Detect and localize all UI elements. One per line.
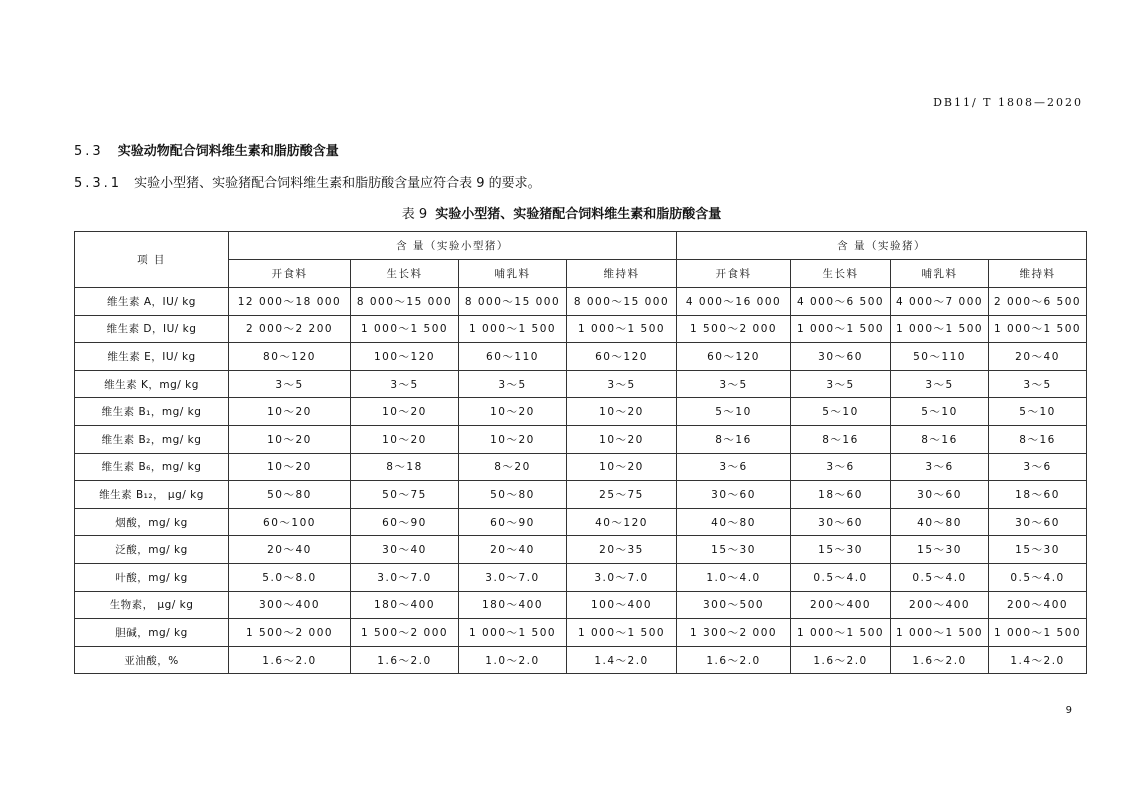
table-cell: 15～30 bbox=[791, 536, 891, 564]
group-header-pig: 含 量（实验猪） bbox=[677, 232, 1087, 260]
vitamin-table bbox=[74, 231, 1087, 674]
table-cell: 200～400 bbox=[791, 591, 891, 619]
section-heading bbox=[74, 140, 339, 159]
section-number: 5.3 bbox=[74, 144, 104, 159]
section-title: 实验动物配合饲料维生素和脂肪酸含量 bbox=[117, 144, 339, 159]
table-cell: 3.0～7.0 bbox=[459, 563, 567, 591]
table-cell: 4 000～7 000 bbox=[891, 288, 989, 316]
table-row bbox=[75, 453, 1087, 481]
table-cell: 10～20 bbox=[567, 425, 677, 453]
table-cell: 8～18 bbox=[351, 453, 459, 481]
table-cell: 10～20 bbox=[229, 425, 351, 453]
table-cell: 10～20 bbox=[229, 453, 351, 481]
row-label: 烟酸，mg/ kg bbox=[75, 508, 229, 536]
table-cell: 30～60 bbox=[791, 508, 891, 536]
table-cell: 3～6 bbox=[677, 453, 791, 481]
table-cell: 10～20 bbox=[351, 398, 459, 426]
table-cell: 0.5～4.0 bbox=[791, 563, 891, 591]
table-cell: 4 000～6 500 bbox=[791, 288, 891, 316]
table-cell: 10～20 bbox=[459, 425, 567, 453]
column-header: 生长料 bbox=[351, 260, 459, 288]
table-row bbox=[75, 315, 1087, 343]
subsection-number: 5.3.1 bbox=[74, 176, 123, 191]
table-cell: 300～400 bbox=[229, 591, 351, 619]
table-cell: 1 000～1 500 bbox=[567, 315, 677, 343]
row-label: 叶酸，mg/ kg bbox=[75, 563, 229, 591]
document-code: DB11/ T 1808—2020 bbox=[933, 96, 1083, 109]
table-row bbox=[75, 343, 1087, 371]
table-cell: 15～30 bbox=[677, 536, 791, 564]
table-cell: 3.0～7.0 bbox=[351, 563, 459, 591]
table-cell: 60～100 bbox=[229, 508, 351, 536]
table-cell: 3～5 bbox=[351, 370, 459, 398]
column-header: 生长料 bbox=[791, 260, 891, 288]
table-cell: 18～60 bbox=[791, 481, 891, 509]
table-cell: 1 000～1 500 bbox=[891, 315, 989, 343]
table-cell: 4 000～16 000 bbox=[677, 288, 791, 316]
table-cell: 1.6～2.0 bbox=[891, 646, 989, 674]
table-cell: 3.0～7.0 bbox=[567, 563, 677, 591]
table-cell: 60～110 bbox=[459, 343, 567, 371]
table-cell: 3～5 bbox=[891, 370, 989, 398]
table-cell: 50～110 bbox=[891, 343, 989, 371]
row-label: 胆碱，mg/ kg bbox=[75, 619, 229, 647]
table-cell: 100～120 bbox=[351, 343, 459, 371]
table-cell: 8～16 bbox=[791, 425, 891, 453]
table-cell: 40～120 bbox=[567, 508, 677, 536]
table-cell: 18～60 bbox=[989, 481, 1087, 509]
table-cell: 2 000～6 500 bbox=[989, 288, 1087, 316]
table-cell: 1.0～4.0 bbox=[677, 563, 791, 591]
table-cell: 2 000～2 200 bbox=[229, 315, 351, 343]
table-cell: 3～6 bbox=[791, 453, 891, 481]
table-title-text: 实验小型猪、实验猪配合饲料维生素和脂肪酸含量 bbox=[435, 207, 722, 222]
column-header: 开食料 bbox=[677, 260, 791, 288]
item-header: 项 目 bbox=[75, 232, 229, 288]
table-cell: 1 000～1 500 bbox=[791, 619, 891, 647]
table-cell: 1 000～1 500 bbox=[459, 619, 567, 647]
table-cell: 1 500～2 000 bbox=[229, 619, 351, 647]
table-cell: 1 000～1 500 bbox=[989, 315, 1087, 343]
table-cell: 10～20 bbox=[459, 398, 567, 426]
table-cell: 1.6～2.0 bbox=[677, 646, 791, 674]
row-label: 亚油酸，% bbox=[75, 646, 229, 674]
table-cell: 1 300～2 000 bbox=[677, 619, 791, 647]
table-cell: 50～80 bbox=[459, 481, 567, 509]
table-cell: 1.0～2.0 bbox=[459, 646, 567, 674]
table-number: 表 9 bbox=[401, 207, 428, 222]
table-cell: 50～75 bbox=[351, 481, 459, 509]
table-cell: 60～90 bbox=[351, 508, 459, 536]
table-cell: 30～60 bbox=[791, 343, 891, 371]
column-header: 哺乳料 bbox=[891, 260, 989, 288]
table-cell: 30～60 bbox=[989, 508, 1087, 536]
table-cell: 10～20 bbox=[351, 425, 459, 453]
table-cell: 300～500 bbox=[677, 591, 791, 619]
table-cell: 1 000～1 500 bbox=[891, 619, 989, 647]
table-row bbox=[75, 508, 1087, 536]
table-cell: 200～400 bbox=[989, 591, 1087, 619]
table-cell: 1.6～2.0 bbox=[229, 646, 351, 674]
table-cell: 15～30 bbox=[989, 536, 1087, 564]
table-row bbox=[75, 425, 1087, 453]
table-cell: 1 000～1 500 bbox=[351, 315, 459, 343]
table-header-row bbox=[75, 232, 1087, 260]
table-row bbox=[75, 288, 1087, 316]
page-number: 9 bbox=[1065, 705, 1072, 716]
table-cell: 3～5 bbox=[677, 370, 791, 398]
table-cell: 180～400 bbox=[459, 591, 567, 619]
table-cell: 8～16 bbox=[891, 425, 989, 453]
table-cell: 8 000～15 000 bbox=[567, 288, 677, 316]
table-cell: 20～40 bbox=[989, 343, 1087, 371]
table-cell: 40～80 bbox=[891, 508, 989, 536]
table-cell: 200～400 bbox=[891, 591, 989, 619]
table-cell: 60～120 bbox=[567, 343, 677, 371]
column-header: 开食料 bbox=[229, 260, 351, 288]
table-row bbox=[75, 481, 1087, 509]
group-header-mini-pig: 含 量（实验小型猪） bbox=[229, 232, 677, 260]
table-row bbox=[75, 536, 1087, 564]
table-cell: 40～80 bbox=[677, 508, 791, 536]
table-cell: 0.5～4.0 bbox=[891, 563, 989, 591]
table-cell: 1.6～2.0 bbox=[351, 646, 459, 674]
table-cell: 3～5 bbox=[791, 370, 891, 398]
table-cell: 1.6～2.0 bbox=[791, 646, 891, 674]
table-cell: 100～400 bbox=[567, 591, 677, 619]
table-cell: 1 500～2 000 bbox=[351, 619, 459, 647]
table-cell: 8～20 bbox=[459, 453, 567, 481]
table-cell: 1 500～2 000 bbox=[677, 315, 791, 343]
table-cell: 8 000～15 000 bbox=[351, 288, 459, 316]
subsection-text: 实验小型猪、实验猪配合饲料维生素和脂肪酸含量应符合表 9 的要求。 bbox=[134, 176, 541, 191]
table-cell: 8～16 bbox=[989, 425, 1087, 453]
table-cell: 3～5 bbox=[229, 370, 351, 398]
table-cell: 3～6 bbox=[891, 453, 989, 481]
table-cell: 30～40 bbox=[351, 536, 459, 564]
table-cell: 12 000～18 000 bbox=[229, 288, 351, 316]
table-cell: 20～35 bbox=[567, 536, 677, 564]
table-cell: 0.5～4.0 bbox=[989, 563, 1087, 591]
table-cell: 180～400 bbox=[351, 591, 459, 619]
table-cell: 60～90 bbox=[459, 508, 567, 536]
table-row bbox=[75, 563, 1087, 591]
table-cell: 80～120 bbox=[229, 343, 351, 371]
table-cell: 20～40 bbox=[459, 536, 567, 564]
table-cell: 60～120 bbox=[677, 343, 791, 371]
row-label: 维生素 B₂，mg/ kg bbox=[75, 425, 229, 453]
table-title bbox=[0, 203, 1123, 222]
table-cell: 5～10 bbox=[677, 398, 791, 426]
table-cell: 10～20 bbox=[567, 453, 677, 481]
table-cell: 3～5 bbox=[459, 370, 567, 398]
row-label: 泛酸，mg/ kg bbox=[75, 536, 229, 564]
table-cell: 1 000～1 500 bbox=[791, 315, 891, 343]
table-cell: 8 000～15 000 bbox=[459, 288, 567, 316]
table-cell: 50～80 bbox=[229, 481, 351, 509]
row-label: 生物素， μg/ kg bbox=[75, 591, 229, 619]
table-cell: 15～30 bbox=[891, 536, 989, 564]
row-label: 维生素 B₆，mg/ kg bbox=[75, 453, 229, 481]
column-header: 维持料 bbox=[567, 260, 677, 288]
row-label: 维生素 E，IU/ kg bbox=[75, 343, 229, 371]
table-cell: 20～40 bbox=[229, 536, 351, 564]
table-cell: 5～10 bbox=[989, 398, 1087, 426]
table-cell: 1 000～1 500 bbox=[459, 315, 567, 343]
table-cell: 8～16 bbox=[677, 425, 791, 453]
table-cell: 5.0～8.0 bbox=[229, 563, 351, 591]
table-cell: 1.4～2.0 bbox=[989, 646, 1087, 674]
table-cell: 3～5 bbox=[989, 370, 1087, 398]
row-label: 维生素 B₁，mg/ kg bbox=[75, 398, 229, 426]
column-header: 哺乳料 bbox=[459, 260, 567, 288]
table-cell: 10～20 bbox=[229, 398, 351, 426]
table-cell: 30～60 bbox=[891, 481, 989, 509]
subsection-paragraph bbox=[74, 172, 541, 191]
table-row bbox=[75, 591, 1087, 619]
column-header: 维持料 bbox=[989, 260, 1087, 288]
table-cell: 3～6 bbox=[989, 453, 1087, 481]
table-cell: 5～10 bbox=[891, 398, 989, 426]
row-label: 维生素 B₁₂， μg/ kg bbox=[75, 481, 229, 509]
table-cell: 1 000～1 500 bbox=[989, 619, 1087, 647]
table-row bbox=[75, 370, 1087, 398]
table-cell: 25～75 bbox=[567, 481, 677, 509]
table-cell: 30～60 bbox=[677, 481, 791, 509]
table-body bbox=[75, 288, 1087, 674]
table-row bbox=[75, 619, 1087, 647]
row-label: 维生素 A，IU/ kg bbox=[75, 288, 229, 316]
table-cell: 1.4～2.0 bbox=[567, 646, 677, 674]
table-cell: 10～20 bbox=[567, 398, 677, 426]
table-row bbox=[75, 398, 1087, 426]
table-cell: 1 000～1 500 bbox=[567, 619, 677, 647]
row-label: 维生素 D，IU/ kg bbox=[75, 315, 229, 343]
table-row bbox=[75, 646, 1087, 674]
table-cell: 3～5 bbox=[567, 370, 677, 398]
table-cell: 5～10 bbox=[791, 398, 891, 426]
row-label: 维生素 K，mg/ kg bbox=[75, 370, 229, 398]
